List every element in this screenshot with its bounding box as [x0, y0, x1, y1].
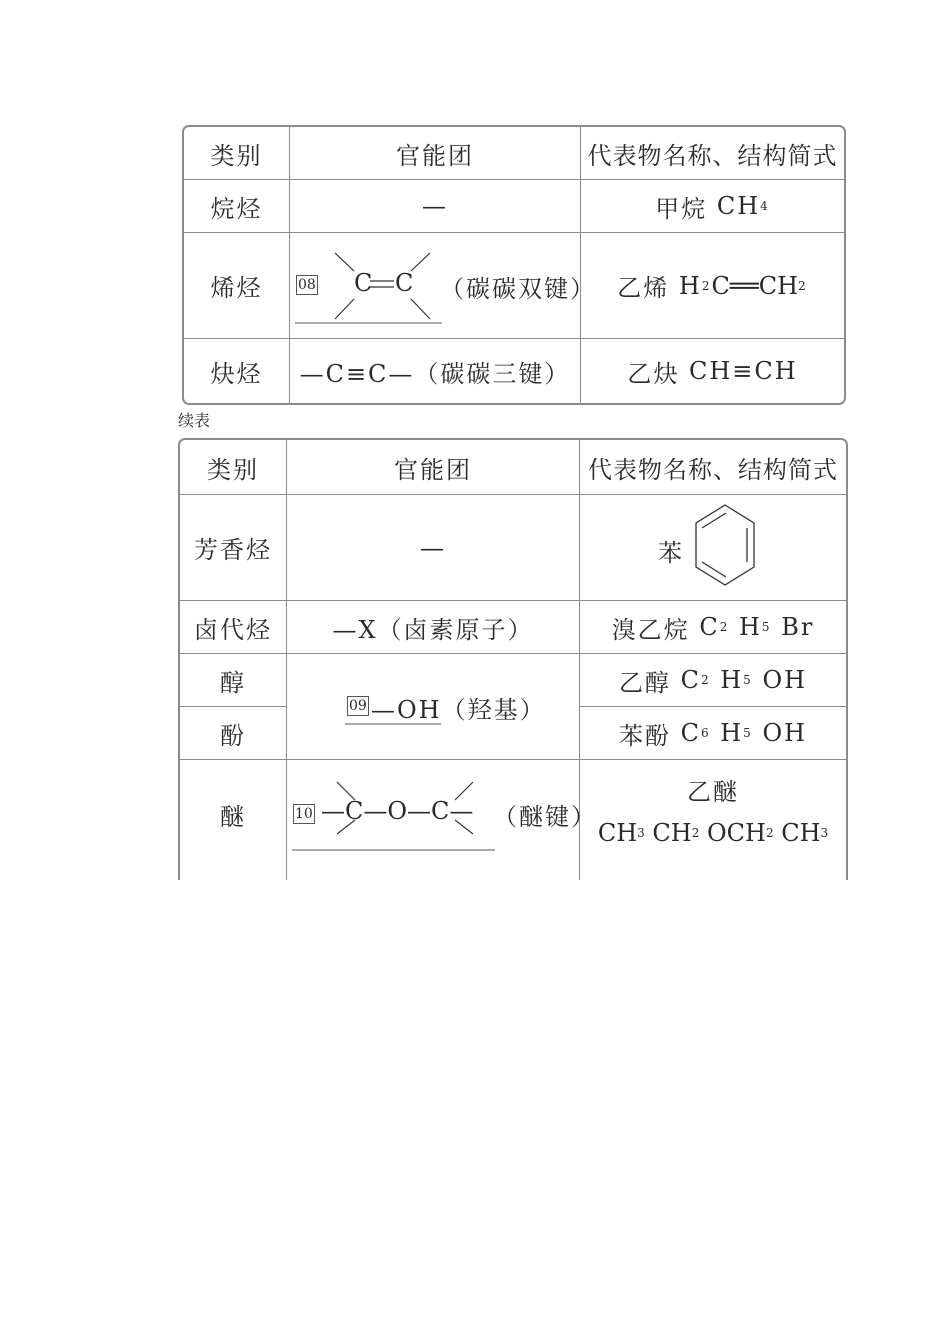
subscript: 3 — [820, 826, 829, 840]
continued-table-note: 续表 — [178, 411, 211, 430]
subscript: 6 — [700, 726, 711, 740]
example-name: 甲烷 — [655, 194, 708, 223]
category-alcohol: 醇 — [220, 668, 246, 697]
formula-part: CH — [781, 819, 821, 847]
carbon-right: C — [395, 269, 416, 297]
group-halogen: —X（卤素原子） — [332, 615, 534, 644]
subscript: 2 — [798, 278, 808, 293]
blank-number-10: 10 — [295, 806, 313, 822]
category-phenol: 酚 — [220, 721, 246, 750]
example-name: 溴乙烷 — [611, 615, 690, 644]
hydroxyl-group-cell — [287, 654, 579, 759]
formula-part: H — [738, 613, 762, 641]
category-alkene: 烯烃 — [210, 274, 263, 302]
subscript: 5 — [743, 673, 753, 687]
formula-part: H — [720, 719, 744, 747]
formula-part: H — [720, 666, 744, 694]
group-none: — — [420, 533, 446, 562]
group-hydroxyl: —OH（羟基） — [371, 696, 546, 724]
example-name: 苯酚 — [618, 721, 671, 750]
formula-part: C — [680, 719, 701, 747]
example-methane — [581, 180, 844, 232]
subscript: 2 — [765, 826, 774, 840]
blank-number-09: 09 — [349, 698, 367, 714]
example-benzene — [580, 495, 846, 600]
header-representative: 代表物名称、结构简式 — [588, 455, 838, 484]
formula-part: Br — [781, 613, 815, 641]
group-triple-bond: —C≡C—（碳碳三键） — [299, 359, 571, 388]
formula-part: OCH — [706, 819, 766, 847]
category-alkane: 烷烃 — [210, 194, 263, 223]
example-bromoethane — [580, 601, 846, 653]
benzene-ring-icon — [690, 501, 760, 591]
example-diethyl-ether — [580, 760, 846, 868]
category-haloalkane: 卤代烃 — [194, 615, 272, 644]
formula-part: C══CH — [711, 271, 799, 300]
carbon-left: C — [354, 269, 375, 297]
example-phenol — [580, 707, 846, 759]
formula-part: CH — [597, 819, 638, 847]
category-aromatic: 芳香烃 — [194, 536, 272, 564]
functional-group-table-2 — [178, 438, 848, 880]
subscript: 2 — [701, 278, 712, 293]
example-ethanol — [580, 654, 846, 706]
formula-part: H — [678, 271, 702, 300]
formula — [580, 816, 846, 850]
formula-part: OH — [762, 719, 808, 747]
formula: CH — [716, 192, 761, 220]
group-description: （碳碳双键） — [440, 275, 596, 303]
category-alkyne: 炔烃 — [210, 359, 263, 388]
example-name: 乙烯 — [617, 274, 670, 302]
answer-underline — [287, 654, 579, 759]
example-name: 乙炔 — [627, 359, 680, 388]
group-description: （醚键） — [493, 803, 597, 831]
example-name: 乙醚 — [687, 777, 739, 806]
subscript: 2 — [691, 826, 700, 840]
formula-part: C — [699, 613, 720, 641]
formula-part: C — [680, 666, 701, 694]
subscript: 4 — [760, 199, 770, 213]
subscript: 2 — [700, 673, 711, 687]
subscript: 3 — [637, 826, 645, 840]
header-category: 类别 — [210, 141, 263, 170]
ether-chain: —C—O—C— — [321, 797, 474, 825]
group-none: — — [422, 192, 448, 220]
subscript: 5 — [743, 726, 753, 740]
header-representative: 代表物名称、结构简式 — [587, 141, 838, 170]
example-name: 乙醇 — [618, 668, 671, 697]
alkene-group-cell — [290, 233, 596, 338]
formula: CH≡CH — [688, 357, 798, 385]
header-category: 类别 — [207, 455, 259, 484]
example-acetylene — [581, 339, 844, 403]
header-functional-group: 官能团 — [394, 455, 472, 484]
subscript: 5 — [761, 620, 772, 634]
formula-part: CH — [652, 819, 692, 847]
ether-group-cell — [287, 760, 597, 868]
example-ethylene — [581, 233, 844, 338]
example-name: 苯 — [658, 539, 684, 567]
blank-number-08: 08 — [298, 277, 316, 293]
subscript: 2 — [719, 620, 730, 634]
formula-part: OH — [762, 666, 808, 694]
functional-group-table-1 — [182, 125, 846, 405]
category-ether: 醚 — [220, 802, 246, 831]
header-functional-group: 官能团 — [396, 141, 474, 170]
